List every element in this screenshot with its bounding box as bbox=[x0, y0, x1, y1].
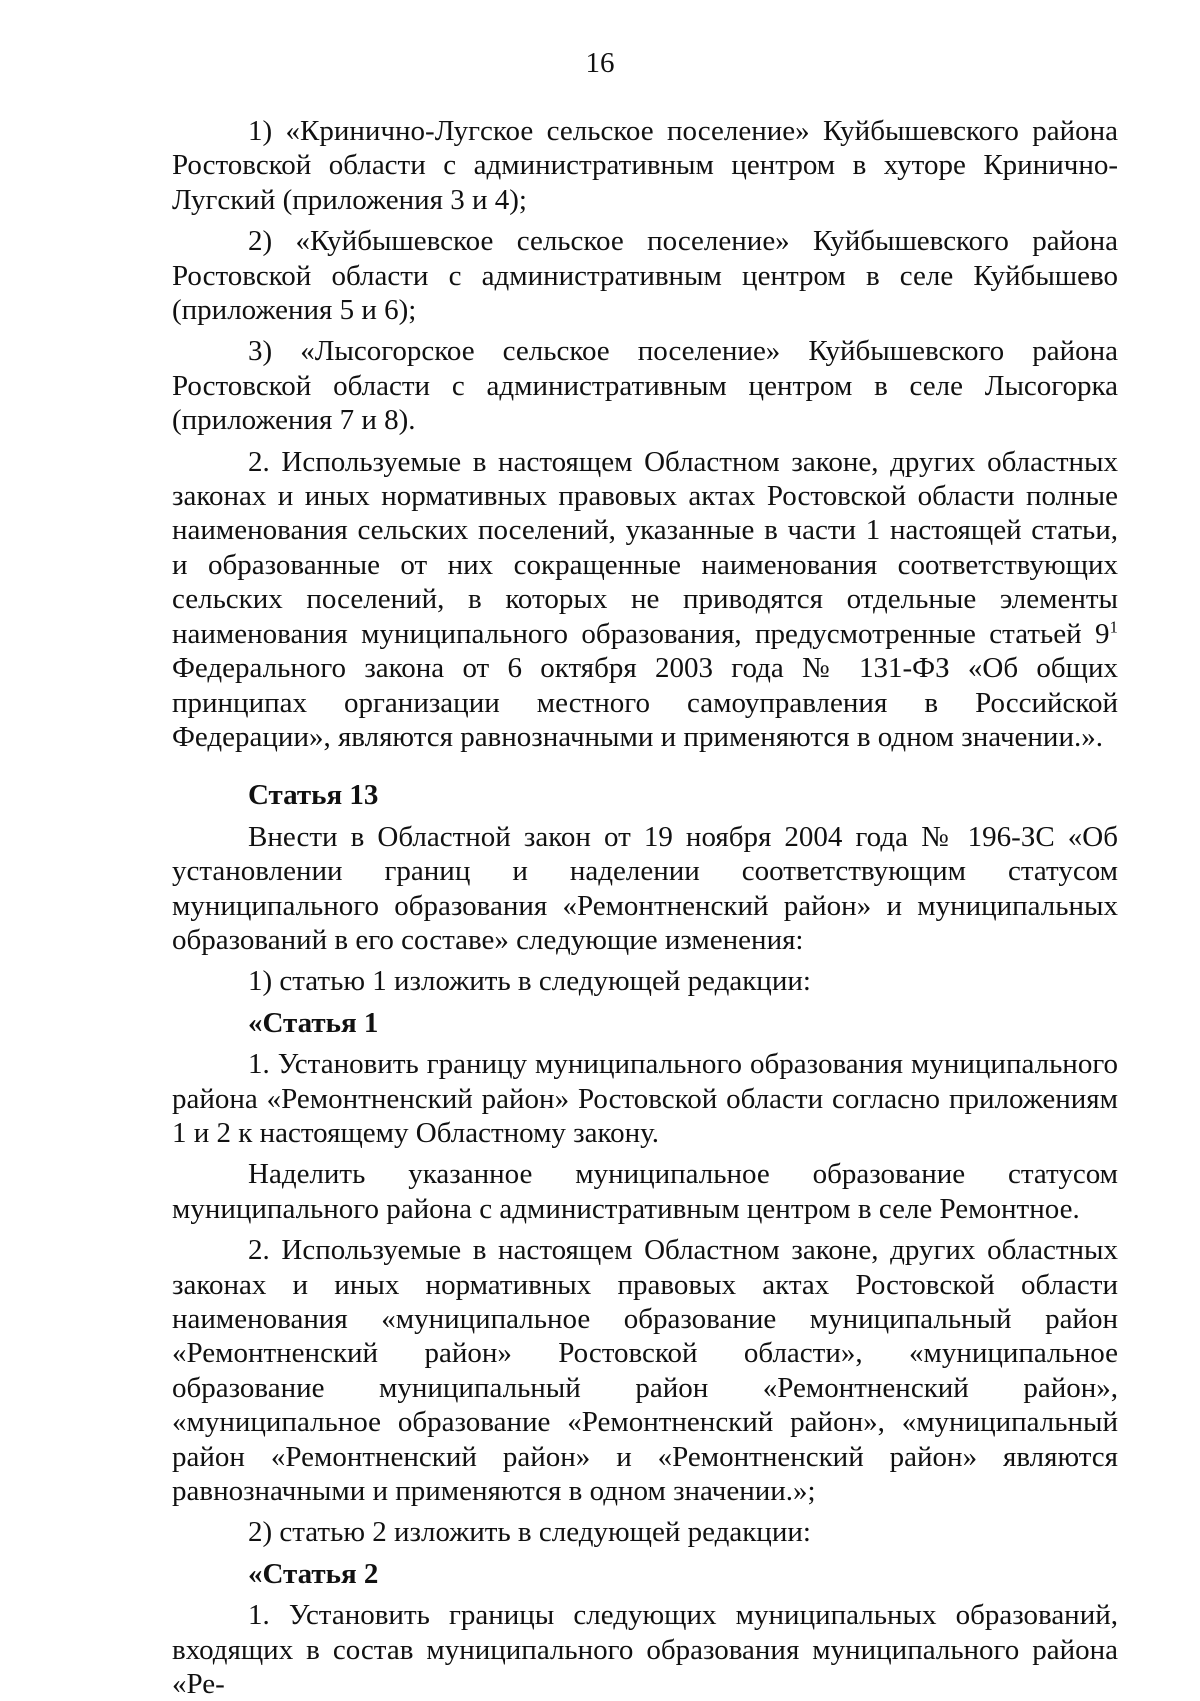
article-2-heading: «Статья 2 bbox=[248, 1557, 379, 1590]
paragraph-item-3: 3) «Лысогорское сельское поселение» Куйбышевского района Ростовской области с административным центром в селе Лысогорка (приложения 7 и 8). bbox=[172, 335, 1118, 437]
article-1-part-2: 2. Используемые в настоящем Областном законе, других областных законах и иных нормативных правовых актах Ростовской области наименования «муниципальное образование муниципальный район «Ремонтненский район» Ростовской области», «муниципальное образование муниципальный район «Ремонтненский район», «муниципальное образование «Ремонтненский район», «муниципальный район «Ремонтненский район» и «Ремонтненский район» являются равнозначными и применяются в одном значении.»; bbox=[172, 1234, 1118, 1508]
paragraph-item-2: 2) «Куйбышевское сельское поселение» Куйбышевского района Ростовской области с административным центром в селе Куйбышево (приложения 5 и 6); bbox=[172, 225, 1118, 327]
paragraph-text: 2. Используемые в настоящем Областном законе, других областных законах и иных нормативных правовых актах Ростовской области полные наименования сельских поселений, указанные в части 1 настоящей статьи, и образованные от них сокращенные наименования соответствующих сельских поселений, в которых не приводятся отдельные элементы наименования муниципального образования, предусмотренные статьей 9 bbox=[172, 445, 1118, 650]
amendment-item-2: 2) статью 2 изложить в следующей редакции: bbox=[248, 1516, 811, 1549]
paragraph-text-continued: Федерального закона от 6 октября 2003 года № 131-ФЗ «Об общих принципах организации местного самоуправления в Российской Федерации», являются равнозначными и применяются в одном значении.». bbox=[172, 652, 1118, 753]
article-1-heading: «Статья 1 bbox=[248, 1006, 379, 1039]
paragraph-part-2-usage bbox=[172, 445, 1118, 755]
article-1-part-1: 1. Установить границу муниципального образования муниципального района «Ремонтненский район» Ростовской области согласно приложениям 1 и 2 к настоящему Областному закону. bbox=[172, 1048, 1118, 1149]
document-body bbox=[172, 114, 1118, 1701]
paragraph-item-1: 1) «Кринично-Лугское сельское поселение» Куйбышевского района Ростовской области с административным центром в хуторе Кринично-Лугский (приложения 3 и 4); bbox=[172, 115, 1118, 216]
superscript: 1 bbox=[1109, 617, 1118, 637]
amendment-item-1: 1) статью 1 изложить в следующей редакции: bbox=[248, 965, 811, 998]
article-2-part-1: 1. Установить границы следующих муниципальных образований, входящих в состав муниципального образования муниципального района «Ре- bbox=[172, 1599, 1118, 1701]
article-13-intro: Внести в Областной закон от 19 ноября 2004 года № 196-ЗС «Об установлении границ и наделении соответствующим статусом муниципального образования «Ремонтненский район» и муниципальных образований в его составе» следующие изменения: bbox=[172, 820, 1118, 956]
article-1-status: Наделить указанное муниципальное образование статусом муниципального района с административным центром в селе Ремонтное. bbox=[172, 1158, 1118, 1225]
article-13-heading: Статья 13 bbox=[248, 779, 379, 812]
page-number: 16 bbox=[585, 47, 615, 79]
